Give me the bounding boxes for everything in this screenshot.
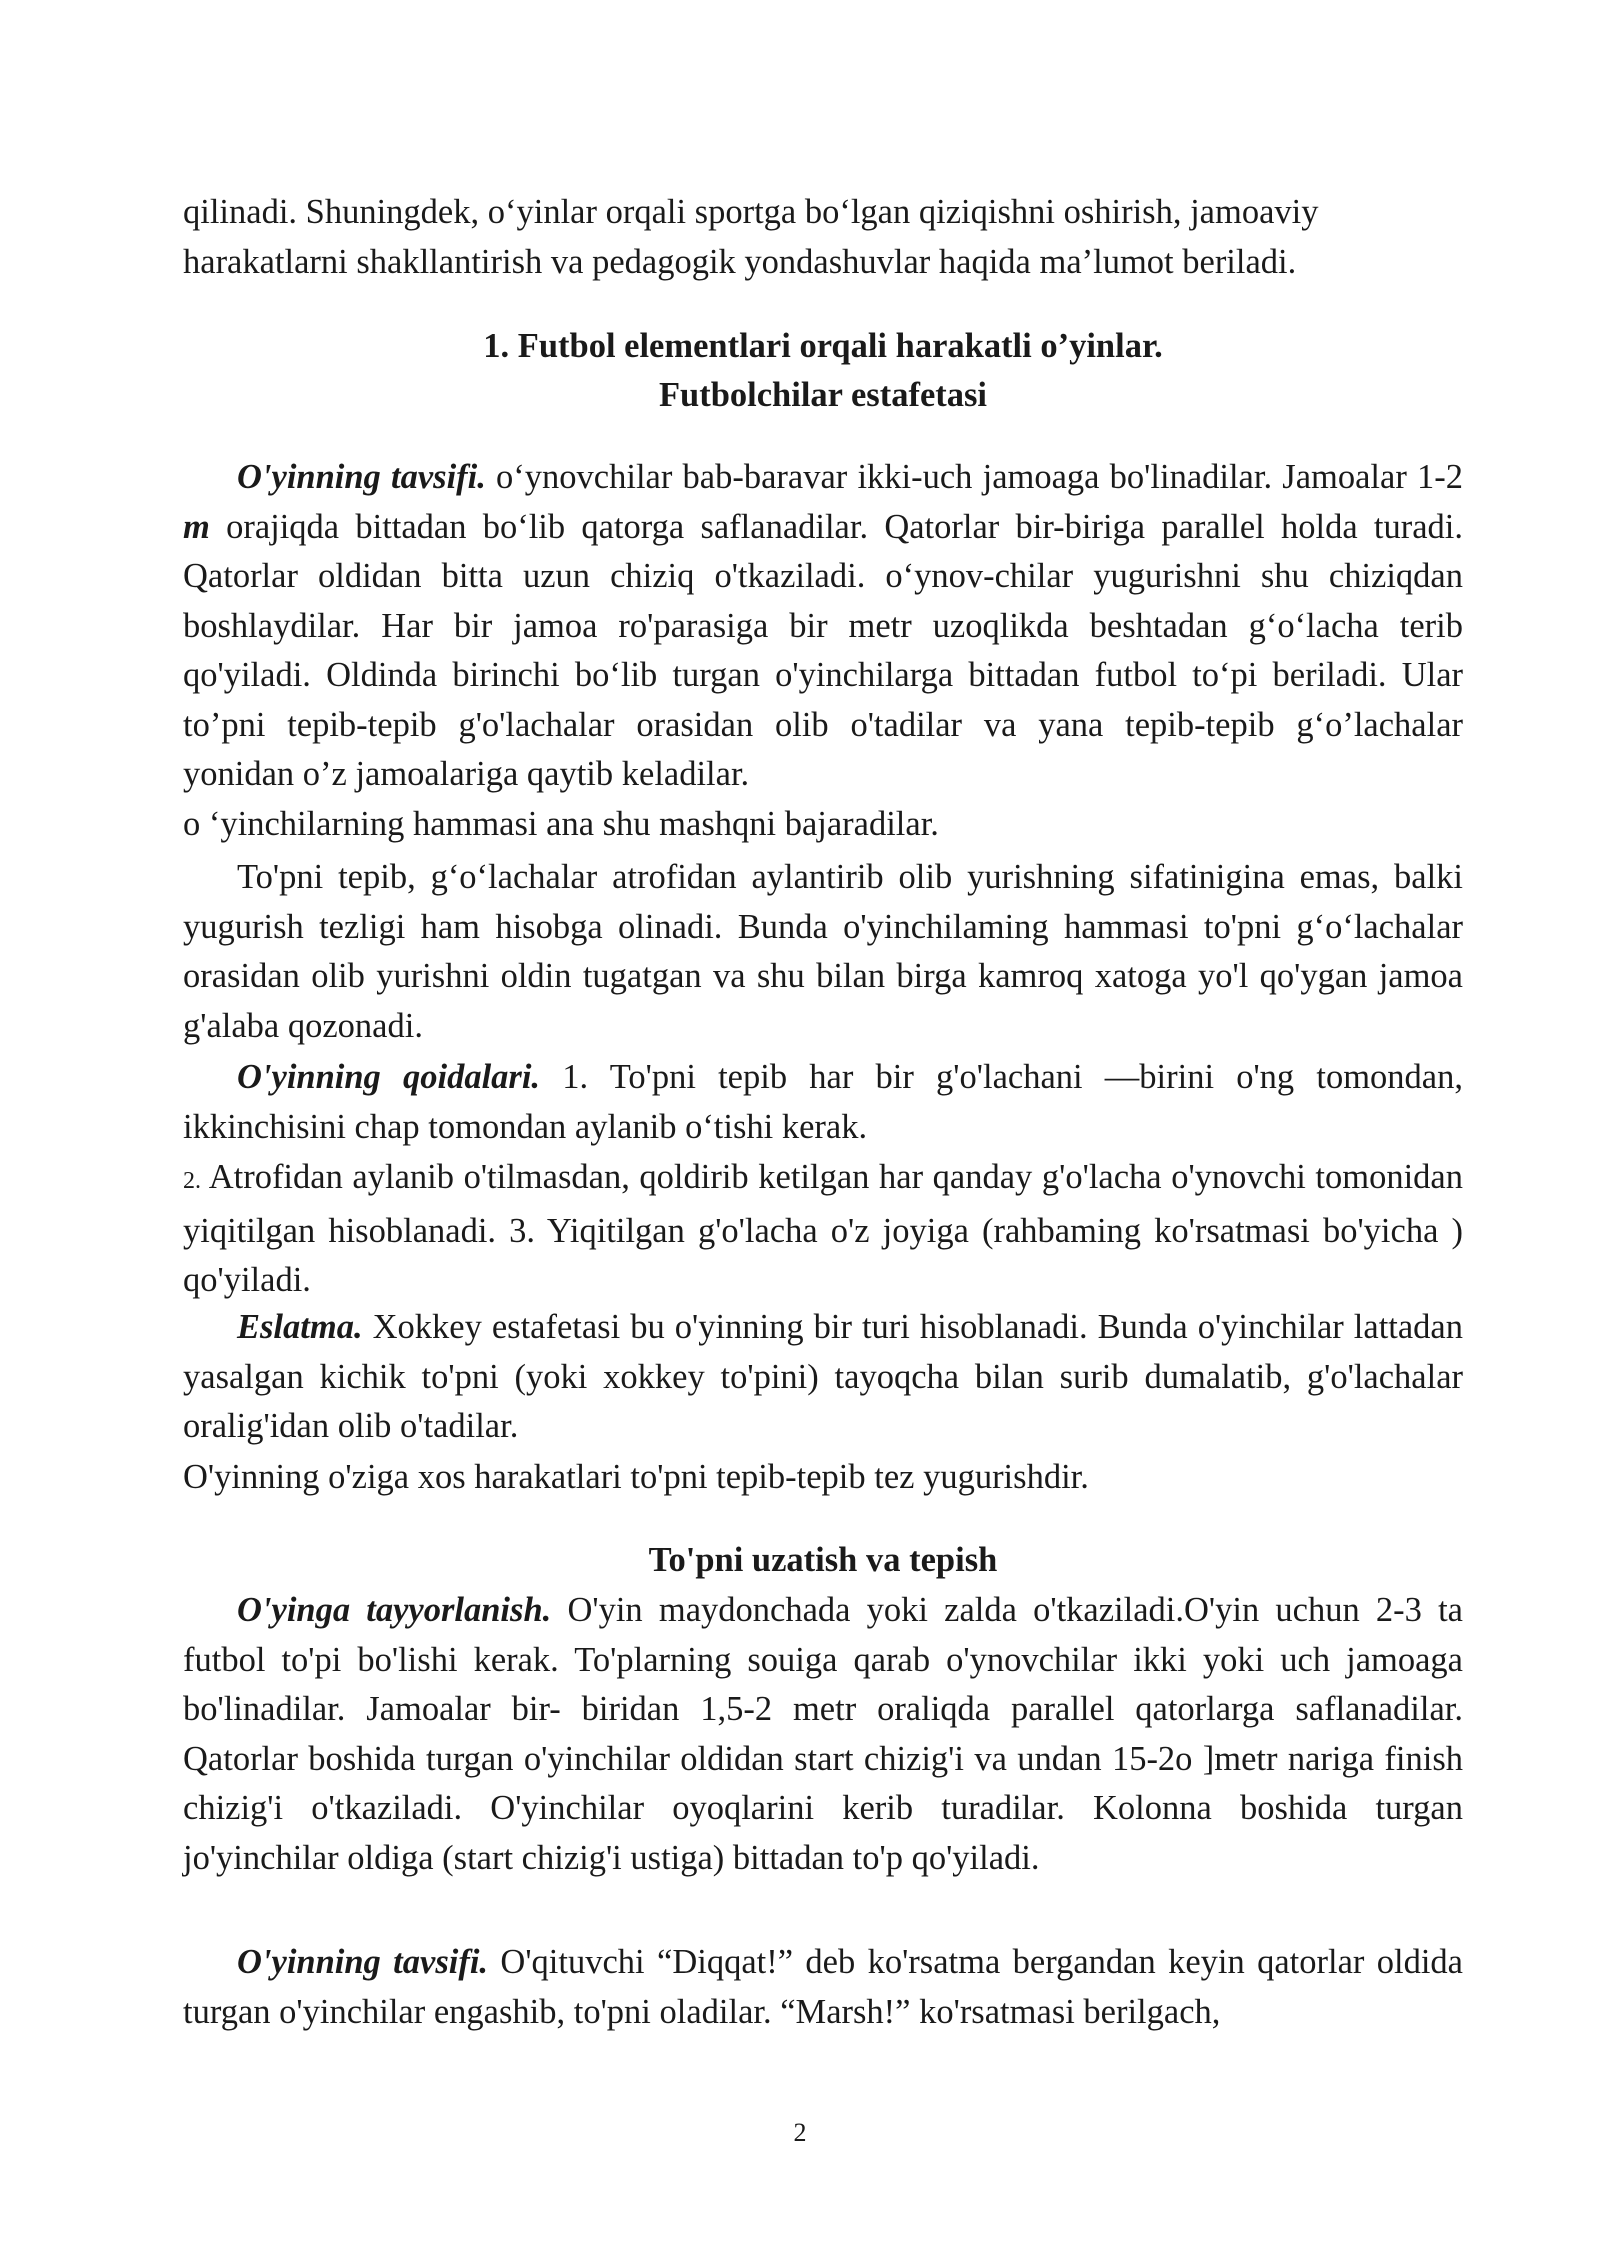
- closing-line: O'yinning o'ziga xos harakatlari to'pni tepib-tepib tez yugurishdir.: [183, 1458, 1089, 1496]
- page-number: 2: [793, 2118, 807, 2147]
- description-2-label: O'yinning tavsifi.: [237, 1943, 489, 1981]
- note-label: Eslatma.: [237, 1308, 363, 1346]
- rules-item-2: Atrofidan aylanib o'tilmasdan, qoldirib ketilgan har qanday g'o'lacha o'ynovchi tomonidan yiqitilgan hisoblanadi. 3. Yiqitilgan g'o'lacha o'z joyiga (rahbaming ko'rsatmasi bo'yicha ) qo'yiladi.: [183, 1158, 1463, 1299]
- description-2-paragraph: [183, 1938, 1463, 2037]
- note-text: Xokkey estafetasi bu o'yinning bir turi hisoblanadi. Bunda o'yinchilar lattadan yasalgan kichik to'pni (yoki xokkey to'pini) tayoqcha bilan surib dumalatib, g'o'lachalar oralig'idan olib o'tadilar.: [183, 1308, 1463, 1445]
- rules-item-2-number: 2.: [183, 1168, 201, 1194]
- preparation-text: O'yin maydonchada yoki zalda o'tkaziladi.O'yin uchun 2-3 ta futbol to'pi bo'lishi kerak. To'plarning souiga qarab o'ynovchilar ikki yoki uch jamoaga bo'linadilar. Jamoalar bir- biridan 1,5-2 metr oraliqda parallel qatorlarga saflanadilar. Qatorlar boshida turgan o'yinchilar oldidan start chizig'i va undan 15-2o ]metr nariga finish chizig'i o'tkaziladi. O'yinchilar oyoqlarini kerib turadilar. Kolonna boshida turgan jo'yinchilar oldiga (start chizig'i ustiga) bittadan to'p qo'yiladi.: [183, 1591, 1463, 1877]
- section-2-heading: To'pni uzatish va tepish: [648, 1541, 998, 1579]
- intro-line-1: qilinadi. Shuningdek, o‘yinlar orqali sportga bo‘lgan qiziqishni oshirish, jamoaviy: [183, 193, 1319, 231]
- description-text-a: o‘ynovchilar bab-baravar ikki-uch jamoaga bo'linadilar. Jamoalar 1-2: [485, 458, 1463, 496]
- rules-label: O'yinning qoidalari.: [237, 1058, 541, 1096]
- intro-line-2: harakatlarni shakllantirish va pedagogik yondashuvlar haqida ma’lumot beriladi.: [183, 242, 1297, 281]
- description-label: O'yinning tavsifi.: [237, 458, 486, 496]
- description-text-b: orajiqda bittadan bo‘lib qatorga saflanadilar. Qatorlar bir-biriga parallel holda turadi. Qatorlar oldidan bitta uzun chiziq o'tkaziladi. o‘ynov-chilar yugurishni shu chiziqdan boshlaydilar. Har bir jamoa ro'parasiga bir metr uzoqlikda beshtadan g‘o‘lacha terib qo'yiladi. Oldinda birinchi bo‘lib turgan o'yinchilarga bittadan futbol to‘pi beriladi. Ular to’pni tepib-tepib g'o'lachalar orasidan olib o'tadilar va yana tepib-tepib g‘o’lachalar yonidan o’z jamoalariga qaytib keladilar.: [183, 507, 1463, 793]
- description-2-text: O'qituvchi “Diqqat!” deb ko'rsatma bergandan keyin qatorlar oldida turgan o'yinchilar engashib, to'pni oladilar. “Marsh!” ko'rsatmasi berilgach,: [183, 1943, 1463, 2031]
- rules-item-1: 1. To'pni tepib har bir g'o'lachani —birini o'ng tomondan, ikkinchisini chap tomondan aylanib o‘tishi kerak.: [183, 1058, 1463, 1146]
- section-subheading: Futbolchilar estafetasi: [658, 376, 988, 414]
- description-last-line: o ‘yinchilarning hammasi ana shu mashqni bajaradilar.: [183, 804, 939, 843]
- description-paragraph: [183, 453, 1463, 849]
- preparation-paragraph: [183, 1586, 1463, 1883]
- description-unit: m: [183, 507, 210, 546]
- preparation-label: O'yinga tayyorlanish.: [237, 1591, 552, 1629]
- scoring-paragraph: To'pni tepib, g‘o‘lachalar atrofidan aylantirib olib yurishning sifatinigina emas, balki yugurish tezligi ham hisobga olinadi. Bunda o'yinchilaming hammasi to'pni g‘o‘lachalar orasidan olib yurishni oldin tugatgan va shu bilan birga kamroq xatoga yo'l qo'ygan jamoa g'alaba qozonadi.: [183, 858, 1463, 1045]
- section-heading: 1. Futbol elementlari orqali harakatli o’yinlar.: [483, 327, 1163, 365]
- intro-paragraph: [183, 188, 1463, 287]
- note-paragraph: [183, 1303, 1463, 1452]
- rules-paragraph: [183, 1053, 1463, 1152]
- rules-continued-paragraph: [183, 1153, 1463, 1306]
